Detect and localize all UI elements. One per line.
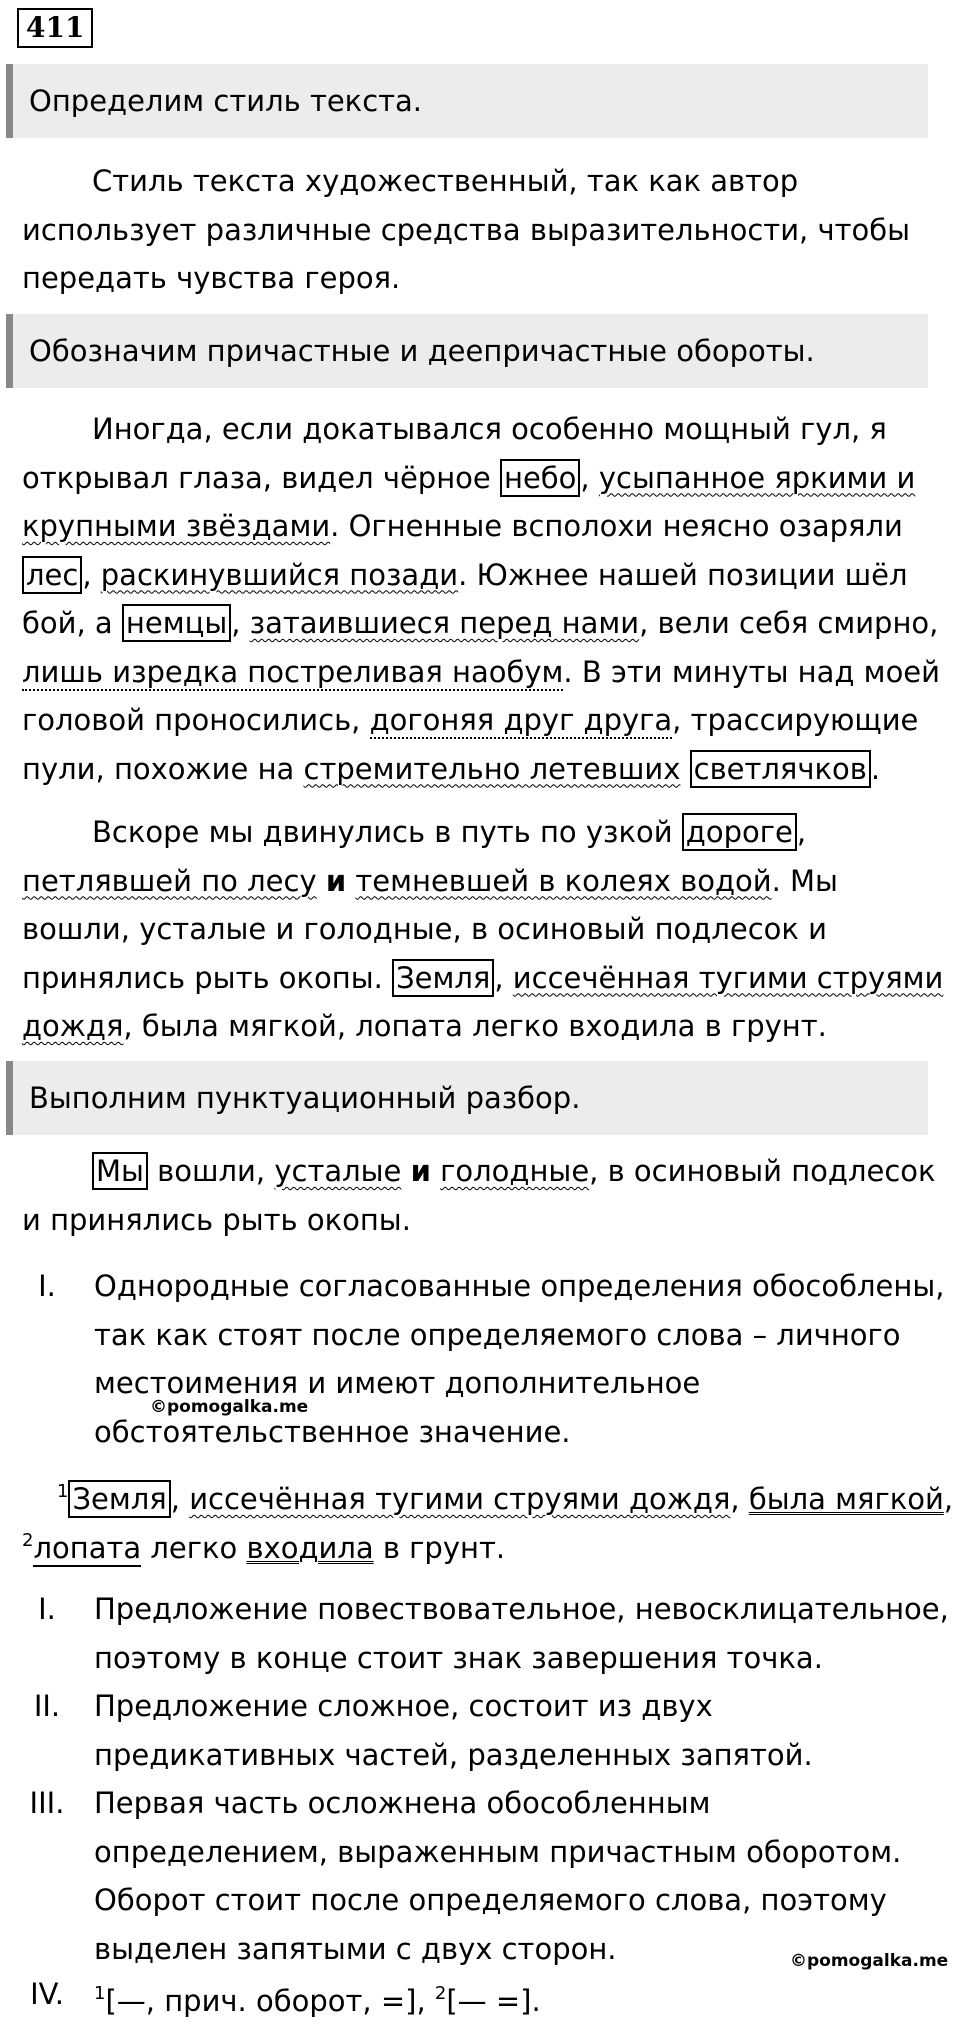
section-header-punctuation: Выполним пунктуационный разбор. [6, 1061, 928, 1135]
subject-word: лопата [33, 1531, 142, 1565]
task-number: 411 [17, 8, 93, 48]
homogeneous-definition: усталые [274, 1154, 402, 1188]
predicate: была мягкой [748, 1482, 944, 1516]
defined-word: Земля [392, 959, 494, 997]
defined-word: светлячков [690, 750, 871, 788]
section-header-style: Определим стиль текста. [6, 64, 928, 138]
participle-phrase: иссечённая тугими струями дождя [189, 1482, 731, 1516]
analysis-sentence-2-line-2: $^2$лопата легко входила в грунт. [22, 1530, 506, 1565]
participle-phrase: раскинувшийся позади [100, 557, 459, 592]
analysis-sentence-1: Мы вошли, усталые и голодные, в осиновый подлесок и принялись рыть окопы. [22, 1154, 936, 1237]
defined-word: лес [22, 556, 82, 594]
defined-word: немцы [122, 604, 231, 642]
participle-phrase: затаившиеся перед нами [249, 606, 640, 640]
analysis-sentence-2: $^1$ Земля , иссечённая тугими струями дождя, была мягкой, [57, 1481, 954, 1516]
style-paragraph: Стиль текста художественный, так как автор использует различные средства выразительности, чтобы передать чувства героя. [22, 164, 911, 295]
predicate: входила [246, 1531, 374, 1565]
conjunction: и [325, 863, 347, 898]
defined-word: дороге [682, 813, 797, 851]
homogeneous-definition: голодные [440, 1154, 590, 1188]
text-paragraph-2: Вскоре мы двинулись в путь по узкой дороге , петлявшей по лесу и темневшей в колеях водой. Мы вошли, усталые и голодные, в осиновый подлесок и принялись рыть окопы. Земля , иссечённая тугими струями дождя, была мягкой, лопата легко входила в грунт. [22, 815, 944, 1043]
participle-phrase: петлявшей по лесу [22, 863, 317, 898]
analysis-2-item-2: II. Предложение сложное, состоит из двух предикативных частей, разделенных запятой. [33, 1689, 813, 1772]
subject-word: Мы [92, 1152, 148, 1190]
subject-word: Земля [68, 1480, 170, 1518]
section-header-participles: Обозначим причастные и деепричастные обороты. [6, 314, 928, 388]
adverbial-participle-phrase: догоняя друг друга [369, 703, 673, 737]
text-paragraph-1: Иногда, если докатывался особенно мощный гул, я открывал глаза, видел чёрное небо , усыпанное яркими и крупными звёздами. Огненные всполохи неясно озаряли лес , раскинувшийся позади. Южнее нашей позиции шёл бой, а немцы , затаившиеся перед нами, вели себя смирно, лишь изредка постреливая наобум. В эти минуты над моей головой проносились, догоняя друг друга, трассирующие пули, похожие на стремительно летевших светлячков . [22, 412, 940, 786]
participle-phrase: усыпанное яркими и крупными звёздами [22, 460, 916, 543]
conjunction: и [410, 1154, 431, 1188]
participle-phrase: темневшей в колеях водой [355, 863, 772, 898]
defined-word: небо [500, 459, 580, 497]
participle-phrase: стремительно летевших [303, 751, 681, 786]
watermark: ©pomogalka.me [150, 1397, 309, 1417]
analysis-2-item-4-scheme: IV. $^1$[—, прич. оборот, =], $^2$[— =]. [30, 1977, 541, 2018]
analysis-2-item-3: III. Первая часть осложнена обособленным определением, выраженным причастным оборотом. Оборот стоит после определяемого слова, поэтому выделен запятыми с двух сторон. [29, 1786, 902, 1966]
analysis-2-item-1: I. Предложение повествовательное, невосклицательное, поэтому в конце стоит знак завершения точка. [38, 1592, 949, 1675]
watermark: ©pomogalka.me [790, 1951, 949, 1971]
adverbial-participle-phrase: лишь изредка постреливая наобум [22, 654, 564, 689]
participle-phrase: иссечённая тугими струями дождя [22, 960, 944, 1043]
analysis-1-item-1: I. Однородные согласованные определения обособлены, так как стоят после определяемого слова – личного местоимения и имеют дополнительное обстоятельственное значение. [38, 1269, 945, 1449]
